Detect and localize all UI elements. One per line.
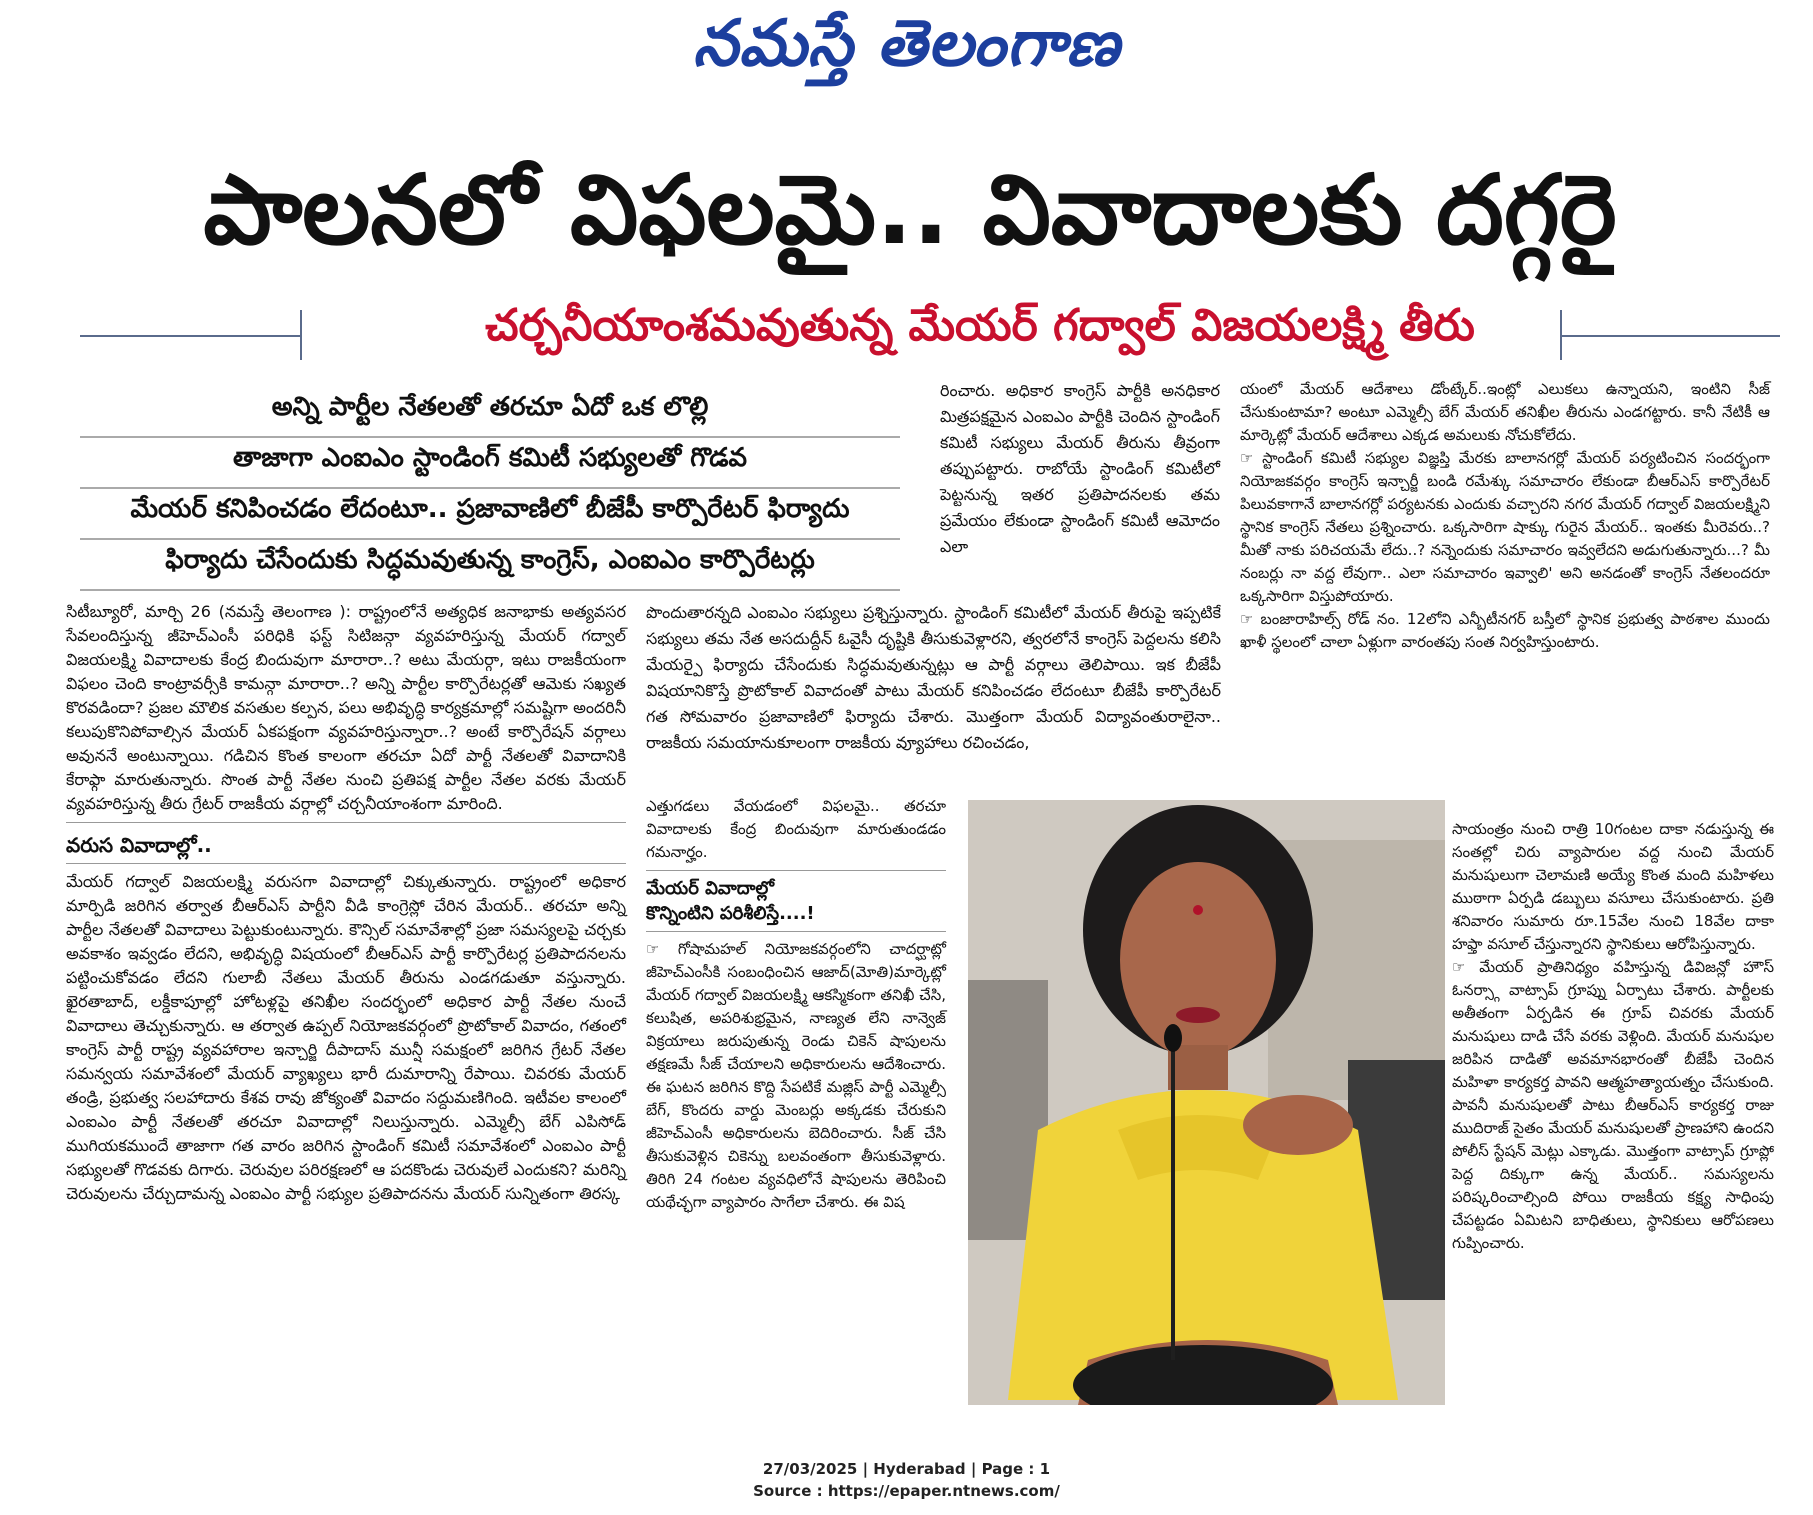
highlight-rule: [80, 436, 900, 438]
article-body: మేయర్ గద్వాల్ విజయలక్ష్మి వరుసగా వివాదాల్లో చిక్కుతున్నారు. రాష్ట్రంలో అధికార మార్పిడి జరిగిన తర్వాత బీఆర్ఎస్ పార్టీని వీడి కాంగ్రెస్లో చేరిన మేయర్.. తరచూ అన్ని పార్టీల నేతలతో వివాదాలు పెట్టుకుంటున్నారు. కౌన్సిల్ సమావేశాల్లో ప్రజా సమస్యలపై చర్చకు అవకాశం ఇవ్వడం లేదని, అభివృద్ధి విషయంలో బీఆర్ఎస్ పార్టీ కార్పొరేటర్ల ప్రతిపాదనలను పట్టించుకోవడం లేదని గులాబీ నేతలు మేయర్ తీరును ఎండగడుతూ వస్తున్నారు. ఖైరతాబాద్, లక్డీకాపూల్లో హోటళ్లపై తనిఖీల సందర్భంలో అధికార పార్టీ నేతల నుంచే వివాదాలు తెచ్చుకున్నారు. ఆ తర్వాత ఉప్పల్ నియోజకవర్గంలో ప్రొటోకాల్ వివాదం, గతంలో కాంగ్రెస్ పార్టీ రాష్ట్ర వ్యవహారాల ఇన్చార్జి దీపాదాస్ మున్షీ సమక్షంలో జరిగిన గ్రేటర్ నేతల సమన్వయ సమావేశంలో మేయర్ వ్యాఖ్యలు భారీ దుమారాన్ని రేపాయి. చివరకు మేయర్ తండ్రి, ప్రభుత్వ సలహాదారు కేశవ రావు జోక్యంతో వివాదం సద్దుమణిగింది. ఇటీవల కాలంలో ఎంఐఎం పార్టీ నేతలతో తరచూ వివాదాల్లో నిలుస్తున్నారు. ఎమ్మెల్సీ బేగ్ ఎపిసోడ్ ముగియకముందే తాజాగా గత వారం జరిగిన స్టాండింగ్ కమిటీ సమావేశంలో ఎంఐఎం పార్టీ సభ్యులతో గొడవకు దిగారు. చెరువుల పరిరక్షణలో ఆ పదకొండు చెరువులే ఎందుకని? మరిన్ని చెరువులను చేర్చుదామన్న ఎంఐఎం పార్టీ సభ్యుల ప్రతిపాదనను మేయర్ సున్నితంగా తిరస్క: [66, 872, 626, 1203]
subheadline-banner: [80, 300, 1780, 370]
article-text: రించారు. అధికార కాంగ్రెస్ పార్టీకి అనధికార మిత్రపక్షమైన ఎంఐఎం పార్టీకి చెందిన స్టాండింగ్ కమిటీ సభ్యులు మేయర్ తీరును తీవ్రంగా తప్పుపట్టారు. రాబోయే స్టాండింగ్ కమిటీలో పెట్టనున్న ఇతర ప్రతిపాదనలకు తమ ప్రమేయం లేకుండా స్టాండింగ్ కమిటీ ఆమోదం ఎలా: [940, 381, 1220, 556]
page-footer: [0, 1458, 1813, 1502]
article-text: ఎత్తుగడలు వేయడంలో విఫలమై.. తరచూ వివాదాలకు కేంద్ర బిందువుగా మారుతుండడం గమనార్హం.: [646, 797, 946, 861]
highlight-rule: [80, 487, 900, 489]
article-text: యంలో మేయర్ ఆదేశాలు డోంట్కేర్..ఇంట్లో ఎలుకలు ఉన్నాయని, ఇంటిని సీజ్ చేసుకుంటామా? అంటూ ఎమ్మెల్సీ బేగ్ మేయర్ తనిఖీల తీరును ఎండగట్టారు. కానీ నేటికీ ఆ మార్కెట్లో మేయర్ ఆదేశాలు ఎక్కడ అమలుకు నోచుకోలేదు.: [1240, 380, 1770, 444]
highlight-2: [80, 443, 900, 489]
mayor-photo: [968, 800, 1445, 1405]
banner-tick-left: [300, 310, 302, 360]
highlight-4: [80, 545, 900, 591]
highlight-text: ఫిర్యాదు చేసేందుకు సిద్ధమవుతున్న కాంగ్రెస్, ఎంఐఎం కార్పొరేటర్లు: [165, 545, 815, 575]
column-1: [66, 600, 626, 1206]
highlight-rule: [80, 538, 900, 540]
section-subhead: వరుస వివాదాల్లో..: [66, 833, 212, 857]
article-intro: సిటీబ్యూరో, మార్చి 26 (నమస్తే తెలంగాణ ): రాష్ట్రంలోనే అత్యధిక జనాభాకు అత్యవసర సేవలందిస్తున్న జీహెచ్ఎంసీ పరిధికి ఫస్ట్ సిటిజన్గా వ్యవహరిస్తున్న మేయర్ గద్వాల్ విజయలక్ష్మి వివాదాలకు కేంద్ర బిందువుగా మారారా..? అటు మేయర్గా, ఇటు రాజకీయంగా విఫలం చెంది కాంట్రావర్సీకి కామన్గా మారారా..? అన్ని పార్టీల కార్పొరేటర్లతో ఆమెకు సఖ్యత కొరవడిందా? ప్రజల మౌలిక వసతుల కల్పన, పలు అభివృద్ధి కార్యక్రమాల్లో సమష్టిగా అందరినీ కలుపుకొనిపోవాల్సిన మేయర్ ఏకపక్షంగా వ్యవహరిస్తున్నారా..? అంటే కార్పొరేషన్ వర్గాలు అవుననే అంటున్నాయి. గడిచిన కొంత కాలంగా తరచూ ఏదో పార్టీ నేతలతో వివాదానికి కేరాఫ్గా మారుతున్నారు. సొంత పార్టీ నేతల నుంచి ప్రతిపక్ష పార్టీల నేతల వరకు మేయర్ వ్యవహరిస్తున్న తీరు గ్రేటర్ రాజకీయ వర్గాల్లో చర్చనీయాంశంగా మారింది.: [66, 602, 626, 813]
highlight-3: [80, 494, 900, 540]
banner-rule-right: [1560, 335, 1780, 337]
article-bullet: ☞ గోషామహల్ నియోజకవర్గంలోని చాదర్ఘాట్లో జీహెచ్ఎంసీకి సంబంధించిన ఆజాద్(మోతి)మార్కెట్లో మేయర్ గద్వాల్ విజయలక్ష్మి ఆకస్మికంగా తనిఖీ చేసి, కలుషిత, అపరిశుభ్రమైన, నాణ్యత లేని నాన్వెజ్ విక్రయాలు జరుపుతున్న రెండు చికెన్ షాపులను తక్షణమే సీజ్ చేయాలని అధికారులను ఆదేశించారు. ఈ ఘటన జరిగిన కొద్ది సేపటికే మజ్లిస్ పార్టీ ఎమ్మెల్సీ బేగ్, కొందరు వార్డు మెంబర్లు అక్కడకు చేరుకుని జీహెచ్ఎంసీ అధికారులను బెదిరించారు. సీజ్ చేసి తీసుకువెళ్లిన చికెన్ను బలవంతంగా తీసుకువెళ్లారు. తిరిగి 24 గంటల వ్యవధిలోనే షాపులను తెరిపించి యథేచ్ఛగా వ్యాపారం సాగేలా చేశారు. ఈ విష: [646, 940, 946, 1211]
newspaper-masthead: [0, 6, 1813, 96]
highlight-1: [80, 392, 900, 438]
headline: పాలనలో విఫలమై.. వివాదాలకు దగ్గరై: [203, 154, 1617, 266]
highlight-text: అన్ని పార్టీల నేతలతో తరచూ ఏదో ఒక లొల్లి: [271, 392, 709, 422]
article-text: సాయంత్రం నుంచి రాత్రి 10గంటల దాకా నడుస్తున్న ఈ సంతల్లో చిరు వ్యాపారుల వద్ద నుంచి మేయర్ మనుషులుగా చెలామణి అయ్యే కొంత మంది మహిళలు ముఠాగా ఏర్పడి డబ్బులు వసూలు చేసుకుంటారు. ప్రతి శనివారం సుమారు రూ.15వేల నుంచి 18వేల దాకా హఫ్తా వసూల్ చేస్తున్నారని స్థానికులు ఆరోపిస్తున్నారు.: [1452, 820, 1774, 953]
article-text: పొందుతారన్నది ఎంఐఎం సభ్యులు ప్రశ్నిస్తున్నారు. స్టాండింగ్ కమిటీలో మేయర్ తీరుపై ఇప్పటికే సభ్యులు తమ నేత అసదుద్దీన్ ఓవైసీ దృష్టికి తీసుకువెళ్లారని, త్వరలోనే కాంగ్రెస్ పెద్దలను కలిసి మేయర్పై ఫిర్యాదు చేసేందుకు సిద్ధమవుతున్నట్లు ఆ పార్టీ వర్గాలు తెలిపాయి. ఇక బీజేపీ విషయానికొస్తే ప్రొటోకాల్ వివాదంతో పాటు మేయర్ కనిపించడం లేదంటూ బీజేపీ కార్పొరేటర్ గత సోమవారం ప్రజావాణిలో ఫిర్యాదు చేశారు. మొత్తంగా మేయర్ విద్యావంతురాలైనా.. రాజకీయ సమయానుకూలంగా రాజకీయ వ్యూహాలు రచించడం,: [646, 603, 1221, 752]
footer-source-line: Source : https://epaper.ntnews.com/: [753, 1482, 1060, 1500]
column-2-wide: [646, 600, 1221, 756]
highlight-rule: [80, 589, 900, 591]
article-bullet: ☞ బంజారాహిల్స్ రోడ్ నం. 12లోని ఎన్బీటీనగర్ బస్తీలో స్థానిక ప్రభుత్వ పాఠశాల ముందు ఖాళీ స్థలంలో చాలా ఏళ్లుగా వారంతపు సంత నిర్వహిస్తుంటారు.: [1240, 610, 1770, 651]
subheadline: చర్చనీయాంశమవుతున్న మేయర్ గద్వాల్ విజయలక్ష్మి తీరు: [485, 300, 1475, 351]
section-subhead: మేయర్ వివాదాల్లో: [646, 878, 775, 899]
column-3-top: [1240, 378, 1770, 654]
highlight-text: తాజాగా ఎంఐఎం స్టాండింగ్ కమిటీ సభ్యులతో గొడవ: [232, 443, 747, 473]
footer-date-line: 27/03/2025 | Hyderabad | Page : 1: [762, 1460, 1051, 1478]
section-divider: [646, 931, 946, 932]
article-bullet: ☞ మేయర్ ప్రాతినిధ్యం వహిస్తున్న డివిజన్లో హౌస్ ఓనర్స్గా వాట్సాప్ గ్రూప్ను ఏర్పాటు చేశారు. పార్టీలకు అతీతంగా ఏర్పడిన ఈ గ్రూప్ చివరకు మేయర్ మనుషులు దాడి చేసే వరకు వెళ్లింది. మేయర్ మనుషుల జరిపిన దాడితో అవమానభారంతో బీజేపీ చెందిన మహిళా కార్యకర్త పావని ఆత్మహత్యాయత్నం చేసుకుంది. పావనీ మనుషులతో పాటు బీఆర్ఎస్ కార్యకర్త రాజు ముదిరాజ్ సైతం మేయర్ మనుషులతో ప్రాణహాని ఉందని పోలీస్ స్టేషన్ మెట్లు ఎక్కాడు. మొత్తంగా వాట్సాప్ గ్రూప్లో పెద్ద దిక్కుగా ఉన్న మేయర్.. సమస్యలను పరిష్కరించాల్సింది పోయి రాజకీయ కక్ష్య సాధింపు చేపట్టడం ఏమిటని బాధితులు, స్థానికులు ఆరోపణలు గుప్పించారు.: [1452, 958, 1774, 1252]
section-subhead: కొన్నింటిని పరిశీలిస్తే....!: [646, 903, 815, 924]
masthead-title: నమస్తే తెలంగాణ: [692, 6, 1121, 81]
section-divider: [66, 822, 626, 823]
highlight-text: మేయర్ కనిపించడం లేదంటూ.. ప్రజావాణిలో బీజేపీ కార్పొరేటర్ ఫిర్యాదు: [130, 494, 850, 524]
section-divider: [646, 870, 946, 871]
column-2-top: [940, 378, 1220, 560]
mayor-photo-illustration: [968, 800, 1445, 1405]
banner-rule-left: [80, 335, 300, 337]
article-bullet: ☞ స్టాండింగ్ కమిటీ సభ్యుల విజ్ఞప్తి మేరకు బాలానగర్లో మేయర్ పర్యటించిన సందర్భంగా నియోజకవర్గం కాంగ్రెస్ ఇన్చార్జీ బండి రమేశ్కు సమాచారం లేకుండా బీఆర్ఎస్ కార్పొరేటర్ పిలువకాగానే బాలానగర్లో పర్యటనకు ఎందుకు వచ్చారని నగర మేయర్ గద్వాల్ విజయలక్ష్మిని స్థానిక కాంగ్రెస్ నేతలు ప్రశ్నించారు. ఒక్కసారిగా షాక్కు గురైన మేయర్.. ఇంతకు మీరెవరు..? మీతో నాకు పరిచయమే లేదు..? నన్నెందుకు సమాచారం ఇవ్వలేదని అడుగుతున్నారు...? మీ నంబర్లు నా వద్ద లేవుగా.. ఎలా సమాచారం ఇవ్వాలి' అని అనడంతో కాంగ్రెస్ నేతలందరూ ఒక్కసారిగా విస్తుపోయారు.: [1240, 449, 1770, 605]
column-3-narrow: [1452, 818, 1774, 1255]
section-divider: [66, 863, 626, 864]
column-2-narrow: [646, 795, 946, 1214]
